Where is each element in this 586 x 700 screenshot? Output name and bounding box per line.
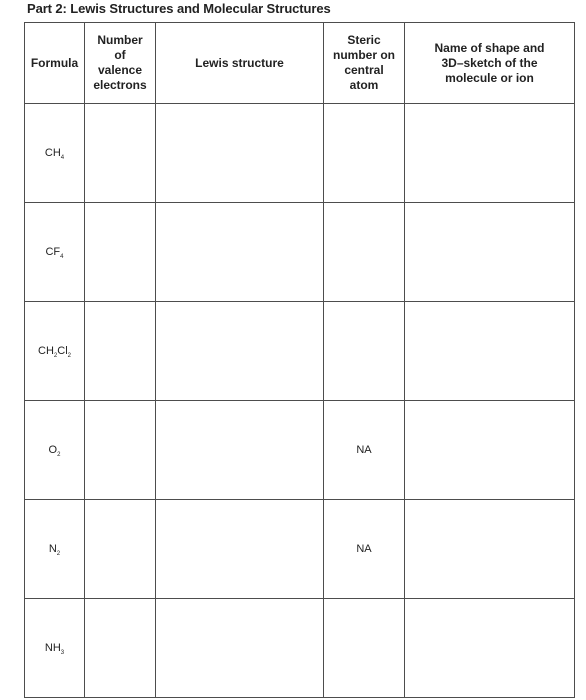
lewis-structure-cell[interactable]	[156, 302, 324, 401]
lewis-structure-cell[interactable]	[156, 104, 324, 203]
formula-cell: $NH_3$	[25, 599, 85, 698]
header-shape: Name of shape and 3D–sketch of the molecule or ion	[405, 23, 575, 104]
formula-cell: $O_2$	[25, 401, 85, 500]
formula-cell: $CF_4$	[25, 203, 85, 302]
steric-number-cell[interactable]	[324, 203, 405, 302]
table-row	[25, 302, 575, 401]
table-row	[25, 500, 575, 599]
steric-number-value: NA	[356, 444, 372, 456]
lewis-structure-cell[interactable]	[156, 500, 324, 599]
formula-cell: $N_2$	[25, 500, 85, 599]
steric-number-value: NA	[356, 543, 372, 555]
steric-number-cell[interactable]	[324, 401, 405, 500]
valence-electrons-cell[interactable]	[85, 401, 156, 500]
shape-cell[interactable]	[405, 500, 575, 599]
lewis-structure-cell[interactable]	[156, 599, 324, 698]
shape-cell[interactable]	[405, 203, 575, 302]
steric-number-cell[interactable]	[324, 104, 405, 203]
header-steric-number: Steric number on central atom	[324, 23, 405, 104]
steric-number-cell[interactable]	[324, 500, 405, 599]
header-row	[25, 23, 575, 104]
valence-electrons-cell[interactable]	[85, 500, 156, 599]
header-lewis-structure: Lewis structure	[156, 23, 324, 104]
formula-cell: $CH_4$	[25, 104, 85, 203]
shape-cell[interactable]	[405, 599, 575, 698]
page-title: Part 2: Lewis Structures and Molecular Structures	[27, 1, 331, 16]
table-row	[25, 203, 575, 302]
steric-number-cell[interactable]	[324, 599, 405, 698]
header-valence-electrons: Number of valence electrons	[85, 23, 156, 104]
shape-cell[interactable]	[405, 401, 575, 500]
valence-electrons-cell[interactable]	[85, 203, 156, 302]
shape-cell[interactable]	[405, 104, 575, 203]
valence-electrons-cell[interactable]	[85, 104, 156, 203]
worksheet-table	[24, 22, 575, 698]
table-row	[25, 599, 575, 698]
valence-electrons-cell[interactable]	[85, 599, 156, 698]
steric-number-cell[interactable]	[324, 302, 405, 401]
formula-cell: $CH_2Cl_2$	[25, 302, 85, 401]
valence-electrons-cell[interactable]	[85, 302, 156, 401]
header-formula: Formula	[25, 23, 85, 104]
lewis-structure-cell[interactable]	[156, 203, 324, 302]
table-row	[25, 401, 575, 500]
lewis-structure-cell[interactable]	[156, 401, 324, 500]
table-row	[25, 104, 575, 203]
shape-cell[interactable]	[405, 302, 575, 401]
